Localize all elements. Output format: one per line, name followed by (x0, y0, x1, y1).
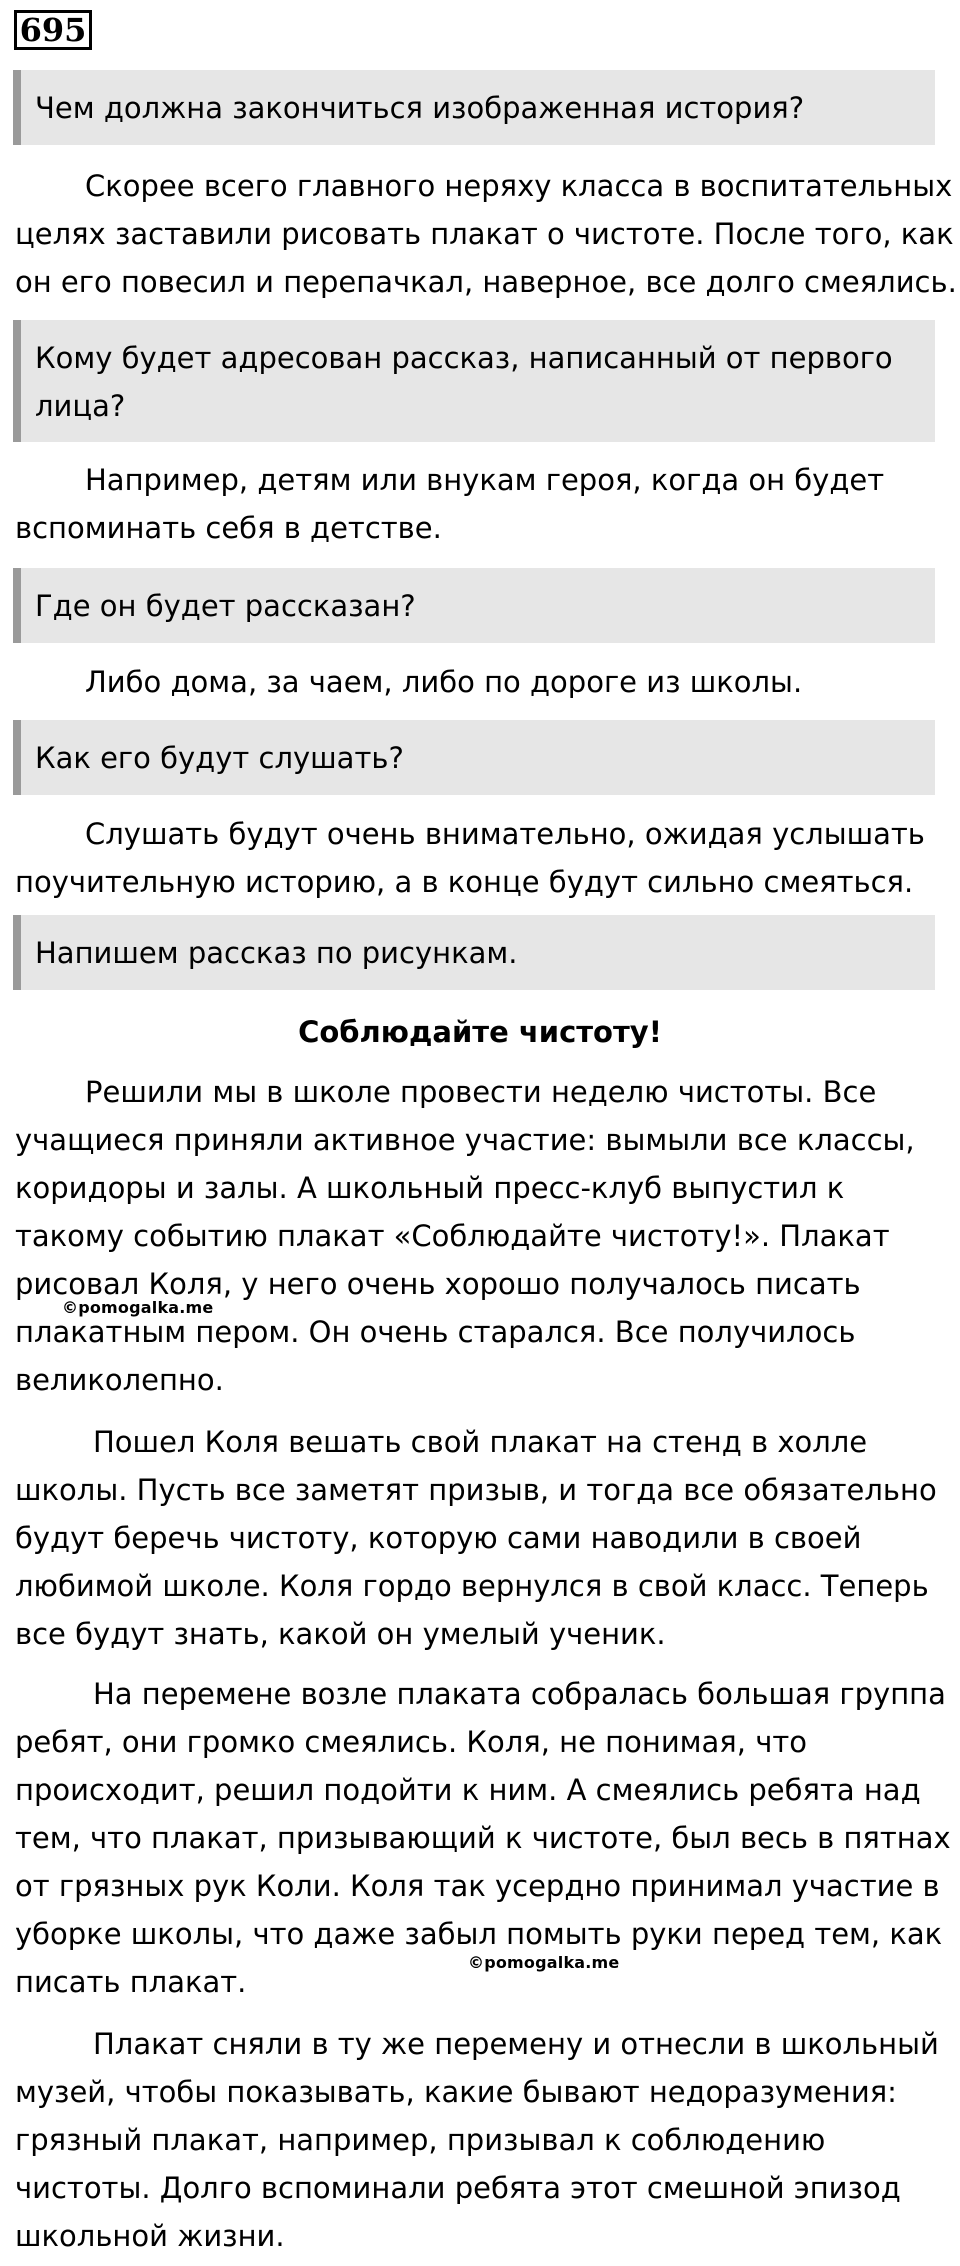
answer-line: он его повесил и перепачкал, наверное, все долго смеялись. (15, 265, 957, 299)
answer-line: поучительную историю, а в конце будут сильно смеяться. (15, 865, 914, 899)
answer-line: вспоминать себя в детстве. (15, 511, 442, 545)
story-title: Соблюдайте чистоту! (298, 1015, 662, 1049)
answer-line: Слушать будут очень внимательно, ожидая услышать (85, 817, 925, 851)
story-line: учащиеся приняли активное участие: вымыли все классы, (15, 1123, 915, 1157)
question-line: лица? (35, 389, 126, 423)
story-line: На перемене возле плаката собралась большая группа (93, 1677, 946, 1711)
story-line: любимой школе. Коля гордо вернулся в свой класс. Теперь (15, 1569, 929, 1603)
question-line: Где он будет рассказан? (35, 589, 416, 623)
question-line: Напишем рассказ по рисункам. (35, 936, 518, 970)
answer-paragraph-3 (15, 658, 940, 706)
story-line: будут беречь чистоту, которую сами наводили в своей (15, 1521, 862, 1555)
story-line: коридоры и залы. А школьный пресс-клуб выпустил к (15, 1171, 845, 1205)
answer-paragraph-1 (15, 162, 957, 306)
answer-line: целях заставили рисовать плакат о чистоте. После того, как (15, 217, 954, 251)
story-line: Плакат сняли в ту же перемену и отнесли в школьный (93, 2027, 939, 2061)
story-line: тем, что плакат, призывающий к чистоте, был весь в пятнах (15, 1821, 951, 1855)
answer-line: Либо дома, за чаем, либо по дороге из школы. (85, 665, 803, 699)
story-line: плакатным пером. Он очень старался. Все получилось (15, 1315, 856, 1349)
story-line: писать плакат. (15, 1965, 247, 1999)
question-line: Чем должна закончиться изображенная история? (35, 91, 805, 125)
story-line: Пошел Коля вешать свой плакат на стенд в холле (93, 1425, 868, 1459)
watermark: ©pomogalka.me (62, 1298, 214, 1317)
question-block-5 (13, 915, 935, 990)
question-block-3 (13, 568, 935, 643)
story-line: рисовал Коля, у него очень хорошо получалось писать (15, 1267, 861, 1301)
story-line: уборке школы, что даже забыл помыть руки перед тем, как (15, 1917, 943, 1951)
task-number: 695 (14, 10, 92, 50)
story-line: происходит, решил подойти к ним. А смеялись ребята над (15, 1773, 921, 1807)
watermark: ©pomogalka.me (468, 1953, 620, 1972)
story-paragraph-1 (15, 1068, 940, 1404)
story-paragraph-4 (15, 2020, 940, 2260)
answer-line: Скорее всего главного неряху класса в воспитательных (85, 169, 953, 203)
story-line: школы. Пусть все заметят призыв, и тогда все обязательно (15, 1473, 937, 1507)
question-block-2 (13, 320, 935, 442)
story-line: грязный плакат, например, призывал к соблюдению (15, 2123, 826, 2157)
story-line: школьной жизни. (15, 2219, 285, 2253)
story-line: великолепно. (15, 1363, 224, 1397)
answer-paragraph-4 (15, 810, 940, 906)
story-line: такому событию плакат «Соблюдайте чистоту!». Плакат (15, 1219, 890, 1253)
question-block-1 (13, 70, 935, 145)
story-line: от грязных рук Коли. Коля так усердно принимал участие в (15, 1869, 940, 1903)
question-line: Как его будут слушать? (35, 741, 404, 775)
story-line: чистоты. Долго вспоминали ребята этот смешной эпизод (15, 2171, 901, 2205)
story-line: ребят, они громко смеялись. Коля, не понимая, что (15, 1725, 807, 1759)
question-block-4 (13, 720, 935, 795)
question-line: Кому будет адресован рассказ, написанный от первого (35, 341, 893, 375)
story-line: все будут знать, какой он умелый ученик. (15, 1617, 666, 1651)
answer-paragraph-2 (15, 456, 940, 552)
story-line: Решили мы в школе провести неделю чистоты. Все (85, 1075, 877, 1109)
story-line: музей, чтобы показывать, какие бывают недоразумения: (15, 2075, 897, 2109)
story-paragraph-2 (15, 1418, 940, 1658)
answer-line: Например, детям или внукам героя, когда он будет (85, 463, 885, 497)
